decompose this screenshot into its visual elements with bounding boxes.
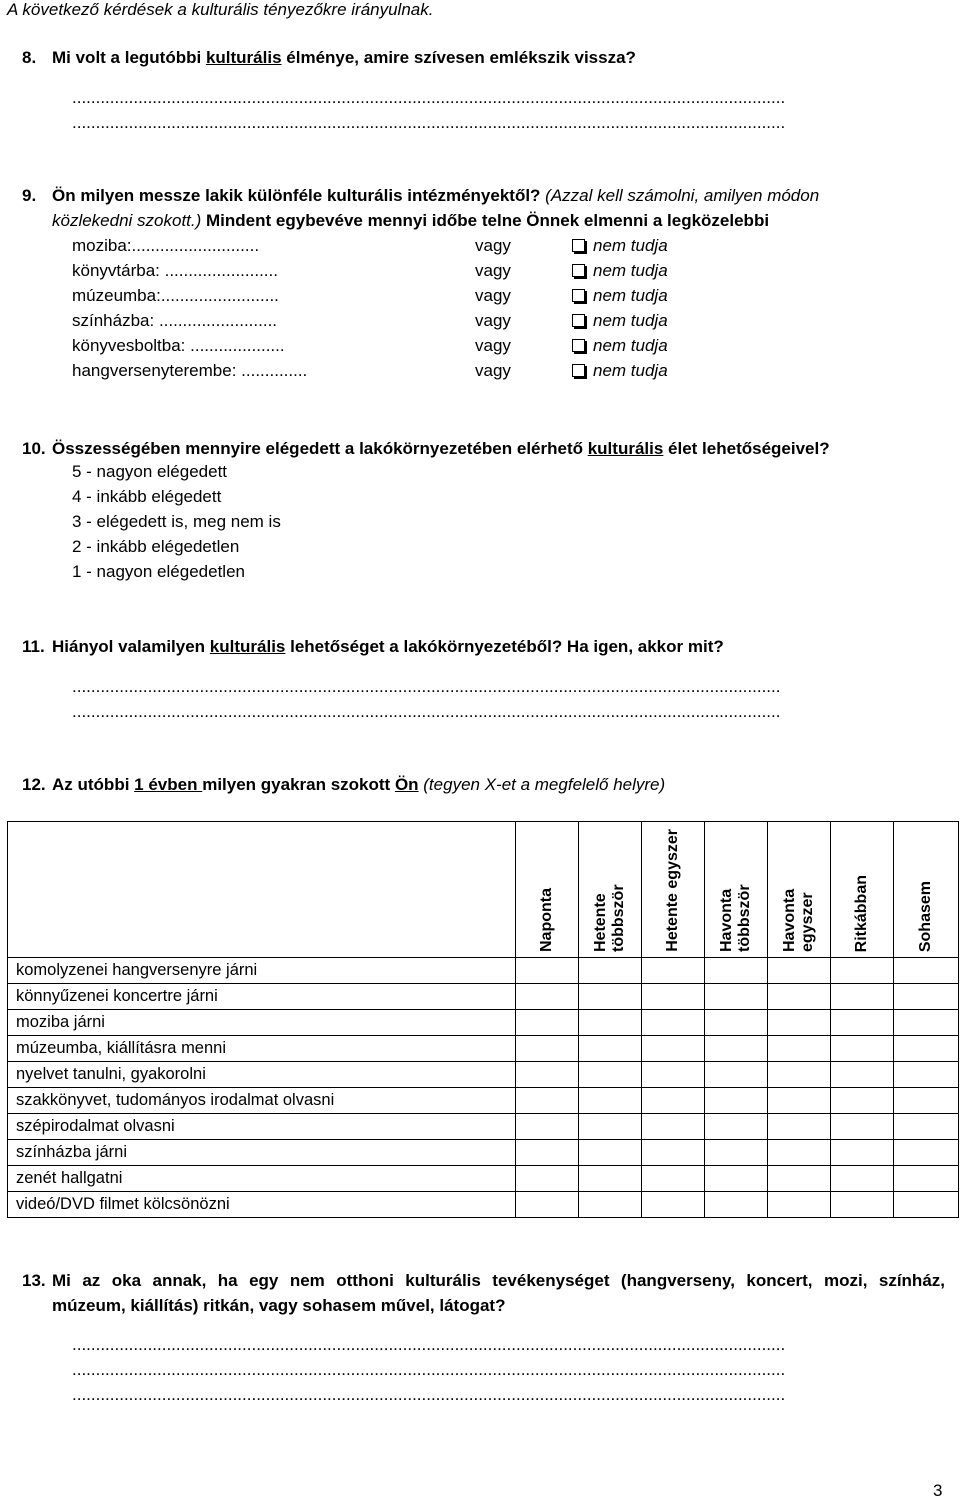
q13-number: 13. [22, 1271, 46, 1290]
table-answer-cell[interactable] [831, 1140, 894, 1166]
q10-option[interactable]: 3 - elégedett is, meg nem is [72, 512, 281, 531]
q10-number: 10. [22, 439, 46, 458]
q9-question-line-2 [52, 211, 769, 231]
table-row-label: múzeumba, kiállításra menni [8, 1036, 516, 1062]
q10-text-pre: Összességében mennyire elégedett a lakókörnyezetében elérhető [52, 439, 588, 458]
table-column-header [642, 822, 705, 958]
q8-answer-line-2[interactable]: ....................................................................................................................................................... [72, 113, 786, 132]
table-answer-cell[interactable] [642, 984, 705, 1010]
q8-text-post: élménye, amire szívesen emlékszik vissza? [281, 48, 636, 67]
column-header-label: Hetente többször [592, 884, 627, 952]
q9-question-line-1 [52, 186, 819, 206]
q9-item-label[interactable]: hangversenyterembe: .............. [72, 361, 308, 380]
q10-question [52, 439, 830, 459]
table-row-label: moziba járni [8, 1010, 516, 1036]
table-answer-cell[interactable] [768, 1114, 831, 1140]
table-header-empty [8, 822, 516, 958]
table-answer-cell[interactable] [768, 958, 831, 984]
table-header-row [8, 822, 959, 958]
q11-answer-line-2[interactable]: ...................................................................................................................................................... [72, 702, 781, 721]
page-number: 3 [933, 1481, 943, 1500]
table-answer-cell[interactable] [768, 1088, 831, 1114]
table-row [8, 1088, 959, 1114]
q9-item-vagy: vagy [475, 311, 511, 330]
table-row [8, 1062, 959, 1088]
table-answer-cell[interactable] [579, 984, 642, 1010]
q11-text-pre: Hiányol valamilyen [52, 637, 210, 656]
table-answer-cell[interactable] [642, 1088, 705, 1114]
table-answer-cell[interactable] [894, 1036, 959, 1062]
table-answer-cell[interactable] [894, 984, 959, 1010]
q10-option[interactable]: 4 - inkább elégedett [72, 487, 222, 506]
table-answer-cell[interactable] [642, 1140, 705, 1166]
q9-item-nem-tudja[interactable] [572, 361, 668, 381]
table-row-label: nyelvet tanulni, gyakorolni [8, 1062, 516, 1088]
q12-text-underlined-2: Ön [394, 775, 419, 794]
q10-option[interactable]: 1 - nagyon elégedetlen [72, 562, 245, 581]
checkbox-icon[interactable] [572, 314, 585, 327]
table-row-label: könnyűzenei koncertre járni [8, 984, 516, 1010]
table-answer-cell[interactable] [579, 1166, 642, 1192]
table-answer-cell[interactable] [831, 958, 894, 984]
table-row-label: színházba járni [8, 1140, 516, 1166]
table-answer-cell[interactable] [705, 1140, 768, 1166]
q9-item-vagy: vagy [475, 236, 511, 255]
column-header-label: Sohasem [917, 880, 934, 952]
q10-option[interactable]: 5 - nagyon elégedett [72, 462, 228, 481]
table-answer-cell[interactable] [705, 1088, 768, 1114]
table-column-header [705, 822, 768, 958]
q9-item-label[interactable]: moziba:........................... [72, 236, 260, 255]
table-answer-cell[interactable] [516, 1140, 579, 1166]
q11-text-underlined: kulturális [209, 637, 286, 656]
q9-item-vagy: vagy [475, 361, 511, 380]
table-answer-cell[interactable] [768, 1036, 831, 1062]
nem-tudja-label: nem tudja [593, 336, 668, 355]
table-answer-cell[interactable] [894, 1140, 959, 1166]
table-answer-cell[interactable] [579, 1062, 642, 1088]
q9-item-nem-tudja[interactable] [572, 236, 668, 256]
table-row-label: komolyzenei hangversenyre járni [8, 958, 516, 984]
table-answer-cell[interactable] [831, 1062, 894, 1088]
q9-text-italic: (Azzal kell számolni, amilyen módon [540, 186, 820, 205]
q9-text-bold: Ön milyen messze lakik különféle kulturális intézményektől? [52, 186, 541, 205]
table-answer-cell[interactable] [705, 1010, 768, 1036]
table-answer-cell[interactable] [516, 1192, 579, 1218]
table-answer-cell[interactable] [831, 984, 894, 1010]
q10-text-post: élet lehetőségeivel? [663, 439, 830, 458]
table-answer-cell[interactable] [516, 1062, 579, 1088]
table-answer-cell[interactable] [768, 1062, 831, 1088]
column-header-label: Havonta egyszer [781, 888, 816, 952]
table-answer-cell[interactable] [579, 1088, 642, 1114]
q9-text-italic-2: közlekedni szokott.) [52, 211, 202, 230]
table-column-header [894, 822, 959, 958]
q13-question-line-1: Mi az oka annak, ha egy nem otthoni kulturális tevékenységet (hangverseny, koncert, mozi, színház, [52, 1271, 945, 1290]
table-answer-cell[interactable] [705, 1192, 768, 1218]
q13-answer-line[interactable]: ....................................................................................................................................................... [72, 1385, 786, 1404]
table-column-header [768, 822, 831, 958]
table-column-header [579, 822, 642, 958]
table-answer-cell[interactable] [705, 1166, 768, 1192]
q12-text-mid: milyen gyakran szokott [202, 775, 395, 794]
table-answer-cell[interactable] [516, 1166, 579, 1192]
table-answer-cell[interactable] [831, 1088, 894, 1114]
q11-number: 11. [22, 637, 45, 656]
table-answer-cell[interactable] [516, 1036, 579, 1062]
q8-question [52, 48, 636, 68]
q9-item-nem-tudja[interactable] [572, 286, 668, 306]
q9-item-label[interactable]: múzeumba:......................... [72, 286, 279, 305]
q9-item-label[interactable]: színházba: ......................... [72, 311, 278, 330]
q11-answer-line-1[interactable]: ...................................................................................................................................................... [72, 677, 781, 696]
frequency-table [7, 821, 959, 1218]
q9-item-nem-tudja[interactable] [572, 311, 668, 331]
q13-question-line-2: múzeum, kiállítás) ritkán, vagy sohasem művel, látogat? [52, 1296, 506, 1315]
q12-text-pre: Az utóbbi [52, 775, 135, 794]
table-row [8, 984, 959, 1010]
table-row [8, 958, 959, 984]
q8-text-pre: Mi volt a legutóbbi [52, 48, 206, 67]
table-row-label: videó/DVD filmet kölcsönözni [8, 1192, 516, 1218]
table-answer-cell[interactable] [894, 1166, 959, 1192]
table-answer-cell[interactable] [516, 958, 579, 984]
table-answer-cell[interactable] [705, 1114, 768, 1140]
table-row [8, 1114, 959, 1140]
column-header-label: Havonta többször [718, 884, 753, 952]
nem-tudja-label: nem tudja [593, 261, 668, 280]
table-answer-cell[interactable] [894, 1192, 959, 1218]
table-answer-cell[interactable] [768, 984, 831, 1010]
table-answer-cell[interactable] [768, 1140, 831, 1166]
table-row-label: zenét hallgatni [8, 1166, 516, 1192]
q8-answer-line-1[interactable]: ....................................................................................................................................................... [72, 88, 786, 107]
table-answer-cell[interactable] [516, 1010, 579, 1036]
table-answer-cell[interactable] [579, 1140, 642, 1166]
checkbox-icon[interactable] [572, 339, 585, 352]
table-answer-cell[interactable] [642, 1114, 705, 1140]
table-answer-cell[interactable] [768, 1166, 831, 1192]
table-answer-cell[interactable] [579, 1010, 642, 1036]
q13-answer-line[interactable]: ....................................................................................................................................................... [72, 1360, 786, 1379]
table-answer-cell[interactable] [642, 958, 705, 984]
table-answer-cell[interactable] [516, 1088, 579, 1114]
q9-number: 9. [22, 186, 37, 205]
column-header-label: Naponta [538, 888, 555, 952]
table-answer-cell[interactable] [642, 1062, 705, 1088]
q9-item-label[interactable]: könyvtárba: ........................ [72, 261, 278, 280]
table-answer-cell[interactable] [894, 1062, 959, 1088]
checkbox-icon[interactable] [572, 289, 585, 302]
table-answer-cell[interactable] [894, 1010, 959, 1036]
nem-tudja-label: nem tudja [593, 361, 668, 380]
column-header-label: Hetente egyszer [664, 829, 681, 952]
table-answer-cell[interactable] [768, 1010, 831, 1036]
table-answer-cell[interactable] [516, 1114, 579, 1140]
table-answer-cell[interactable] [642, 1192, 705, 1218]
q11-question [52, 637, 724, 657]
q9-item-nem-tudja[interactable] [572, 261, 668, 281]
q9-item-vagy: vagy [475, 261, 511, 280]
nem-tudja-label: nem tudja [593, 286, 668, 305]
q8-number: 8. [22, 48, 37, 67]
table-answer-cell[interactable] [705, 984, 768, 1010]
table-answer-cell[interactable] [831, 1010, 894, 1036]
table-answer-cell[interactable] [642, 1166, 705, 1192]
table-answer-cell[interactable] [768, 1192, 831, 1218]
table-answer-cell[interactable] [642, 1036, 705, 1062]
q12-number: 12. [22, 775, 46, 794]
table-answer-cell[interactable] [579, 1114, 642, 1140]
table-answer-cell[interactable] [894, 1088, 959, 1114]
q12-text-italic: (tegyen X-et a megfelelő helyre) [418, 775, 666, 794]
table-answer-cell[interactable] [579, 1036, 642, 1062]
q9-item-nem-tudja[interactable] [572, 336, 668, 356]
checkbox-icon[interactable] [572, 364, 585, 377]
table-row [8, 1010, 959, 1036]
q9-item-label[interactable]: könyvesboltba: .................... [72, 336, 285, 355]
q10-option[interactable]: 2 - inkább elégedetlen [72, 537, 240, 556]
table-answer-cell[interactable] [579, 1192, 642, 1218]
checkbox-icon[interactable] [572, 239, 585, 252]
table-answer-cell[interactable] [894, 958, 959, 984]
table-answer-cell[interactable] [579, 958, 642, 984]
q13-answer-line[interactable]: ....................................................................................................................................................... [72, 1335, 786, 1354]
section-intro: A következő kérdések a kulturális tényezőkre irányulnak. [7, 0, 434, 19]
table-answer-cell[interactable] [831, 1166, 894, 1192]
q11-text-post: lehetőséget a lakókörnyezetéből? Ha igen, akkor mit? [285, 637, 724, 656]
table-row [8, 1192, 959, 1218]
table-answer-cell[interactable] [705, 1036, 768, 1062]
nem-tudja-label: nem tudja [593, 236, 668, 255]
nem-tudja-label: nem tudja [593, 311, 668, 330]
table-row [8, 1166, 959, 1192]
q9-item-vagy: vagy [475, 336, 511, 355]
table-answer-cell[interactable] [516, 984, 579, 1010]
table-answer-cell[interactable] [831, 1114, 894, 1140]
table-answer-cell[interactable] [705, 1062, 768, 1088]
q12-text-underlined-1: 1 évben [134, 775, 203, 794]
q8-text-underlined: kulturális [205, 48, 282, 67]
table-row-label: szépirodalmat olvasni [8, 1114, 516, 1140]
table-row [8, 1036, 959, 1062]
table-column-header [831, 822, 894, 958]
q9-item-vagy: vagy [475, 286, 511, 305]
table-column-header [516, 822, 579, 958]
column-header-label: Ritkábban [853, 874, 870, 952]
q10-text-underlined: kulturális [587, 439, 664, 458]
table-answer-cell[interactable] [831, 1192, 894, 1218]
table-answer-cell[interactable] [831, 1036, 894, 1062]
table-row [8, 1140, 959, 1166]
table-answer-cell[interactable] [705, 958, 768, 984]
q9-text-bold-2: Mindent egybevéve mennyi időbe telne Önnek elmenni a legközelebbi [201, 211, 770, 230]
table-row-label: szakkönyvet, tudományos irodalmat olvasni [8, 1088, 516, 1114]
q12-question [52, 775, 665, 795]
table-answer-cell[interactable] [894, 1114, 959, 1140]
table-answer-cell[interactable] [642, 1010, 705, 1036]
checkbox-icon[interactable] [572, 264, 585, 277]
